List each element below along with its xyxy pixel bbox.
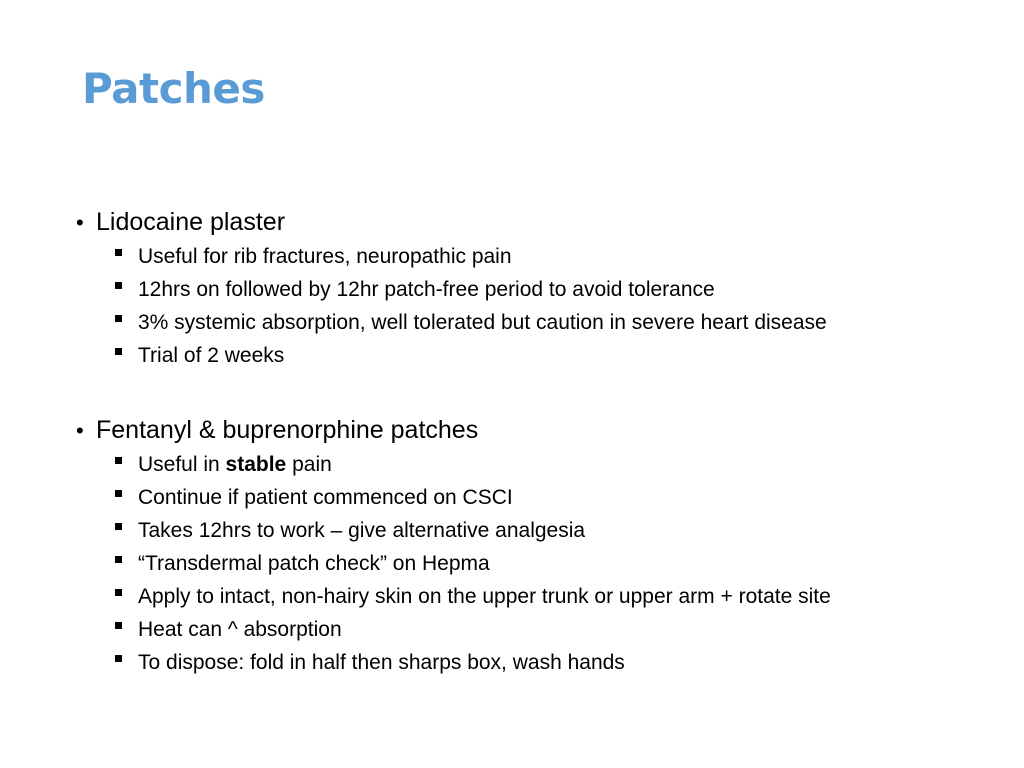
- square-bullet-icon: [115, 556, 122, 563]
- bullet-level1: [76, 412, 976, 448]
- section-lidocaine: [76, 204, 976, 372]
- text-run: Useful in: [138, 453, 226, 476]
- list-item-text: Heat can ^ absorption: [138, 618, 342, 641]
- list-item-text: [138, 448, 332, 481]
- square-bullet-icon: [115, 589, 122, 596]
- section-fentanyl-buprenorphine: [76, 412, 976, 679]
- sub-bullet-list: [76, 448, 976, 679]
- list-item-text: “Transdermal patch check” on Hepma: [138, 552, 490, 575]
- list-item-text: Useful for rib fractures, neuropathic pain: [138, 245, 512, 268]
- list-item: [115, 646, 976, 679]
- list-item: [115, 273, 976, 306]
- round-bullet-icon: •: [76, 210, 84, 235]
- list-item: [115, 580, 976, 613]
- sub-bullet-list: [76, 240, 976, 372]
- square-bullet-icon: [115, 315, 122, 322]
- square-bullet-icon: [115, 457, 122, 464]
- list-item: [115, 339, 976, 372]
- bullet-level1: [76, 204, 976, 240]
- list-item: [115, 613, 976, 646]
- list-item-text: Continue if patient commenced on CSCI: [138, 486, 513, 509]
- square-bullet-icon: [115, 622, 122, 629]
- list-item-text: Apply to intact, non-hairy skin on the upper trunk or upper arm + rotate site: [138, 585, 831, 608]
- list-item: [115, 481, 976, 514]
- list-item: [115, 547, 976, 580]
- square-bullet-icon: [115, 282, 122, 289]
- square-bullet-icon: [115, 490, 122, 497]
- list-item: [115, 306, 976, 339]
- list-item-text: Trial of 2 weeks: [138, 344, 285, 367]
- list-item: [115, 240, 976, 273]
- section-heading: Lidocaine plaster: [96, 208, 286, 236]
- round-bullet-icon: •: [76, 418, 84, 443]
- list-item-text: Takes 12hrs to work – give alternative analgesia: [138, 519, 586, 542]
- emphasis-text: stable: [225, 453, 287, 476]
- square-bullet-icon: [115, 523, 122, 530]
- list-item-text: 3% systemic absorption, well tolerated but caution in severe heart disease: [138, 311, 827, 334]
- list-item: [115, 514, 976, 547]
- square-bullet-icon: [115, 655, 122, 662]
- list-item-text: 12hrs on followed by 12hr patch-free period to avoid tolerance: [138, 278, 715, 301]
- slide-title: Patches: [82, 64, 265, 113]
- section-heading: Fentanyl & buprenorphine patches: [96, 416, 479, 444]
- list-item-text: To dispose: fold in half then sharps box, wash hands: [138, 651, 625, 674]
- list-item: [115, 448, 976, 481]
- text-run: pain: [286, 453, 332, 476]
- square-bullet-icon: [115, 249, 122, 256]
- square-bullet-icon: [115, 348, 122, 355]
